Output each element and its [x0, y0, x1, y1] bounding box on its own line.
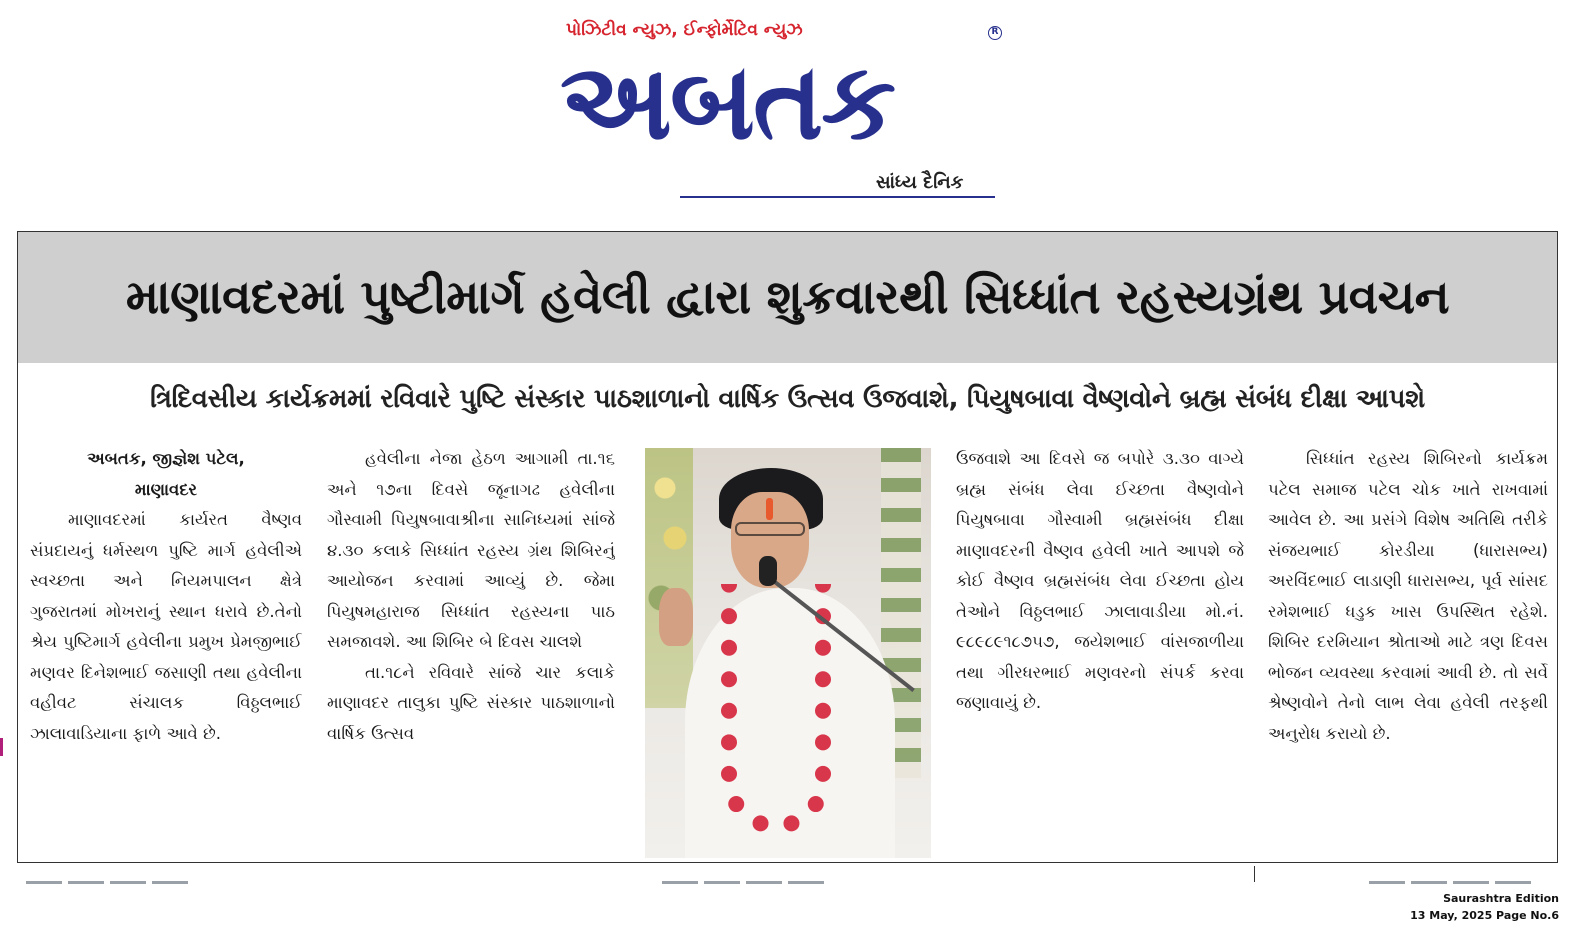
paragraph: સિધ્ધાંત રહસ્ય શિબિરનો કાર્યક્રમ પટેલ સમાજ પટેલ ચોક ખાતે રાખવામાં આવેલ છે. આ પ્રસંગે વિશેષ અતિથિ તરીકે સંજયભાઈ કોરડીયા (ધારાસભ્ય) અરવિંદભાઈ લાડાણી ધારાસભ્ય, પૂર્વ સાંસદ રમેશભાઈ ધડુક ખાસ ઉપસ્થિત રહેશે. શિબિર દરમિયાન શ્રોતાઓ માટે ત્રણ દિવસ ભોજન વ્યવસ્થા કરવામાં આવી છે. તો સર્વે શ્રેષ્ણવોને તેનો લાભ લેવા હવેલી તરફથી અનુરોધ કરાયો છે.: [1268, 449, 1548, 743]
registered-mark-icon: R: [988, 26, 1002, 40]
flower-garland: [721, 584, 831, 834]
article-column-2: [327, 444, 615, 749]
article-headline: માણાવદરમાં પુષ્ટીમાર્ગ હવેલી દ્વારા શુક્રવારથી સિધ્ધાંત રહસ્યગ્રંથ પ્રવચન: [125, 269, 1450, 325]
article-subheadline: ત્રિદિવસીય કાર્યક્રમમાં રવિવારે પુષ્ટિ સંસ્કાર પાઠશાળાનો વાર્ષિક ઉત્સવ ઉજવાશે, પિયુષબાવા વૈષ્ણવોને બ્રહ્મ સંબંધ દીક્ષા આપશે: [150, 383, 1425, 414]
masthead-divider: [680, 196, 995, 198]
print-registration-strip: [1369, 881, 1531, 884]
headline-bar: [18, 232, 1557, 363]
byline-author: અબતક, જીજ્ઞેશ પટેલ,: [87, 449, 245, 468]
masthead: [560, 14, 1010, 204]
print-registration-strip: [26, 881, 188, 884]
edition-date-page: 13 May, 2025 Page No.6: [1410, 909, 1559, 922]
masthead-subtitle: સાંધ્ય દૈનિક: [876, 172, 964, 193]
article-column-4: [1268, 444, 1548, 749]
edition-info: [1410, 890, 1559, 924]
article-photo: [645, 448, 931, 858]
article-column-1: [30, 444, 302, 749]
spectacles: [735, 522, 805, 536]
newspaper-logo: અબતક: [560, 40, 895, 163]
paragraph: ઉજવાશે આ દિવસે જ બપોરે ૩.૩૦ વાગ્યે બ્રહ્મ સંબંધ લેવા ઈચ્છતા વૈષ્ણવોને પિયુષબાવા ગૌસ્વામી બ્રહ્મસંબંધ દીક્ષા માણાવદરની વૈષ્ણવ હવેલી ખાતે આપશે જે કોઈ વૈષ્ણવ બ્રહ્મસંબંધ લેવા ઈચ્છતા હોય તેઓને વિઠ્ઠલભાઈ ઝાલાવાડીયા મો.નં. ૯૮૯૮૯૧૮૭૫૭, જયેશભાઈ વાંસજાળીયા તથા ગીરધરભાઈ મણવરનો સંપર્ક કરવા જણાવાયું છે.: [956, 449, 1244, 712]
subheadline-row: [18, 365, 1557, 433]
column-tick: [1254, 866, 1255, 882]
microphone-icon: [759, 556, 777, 586]
edition-name: Saurashtra Edition: [1443, 892, 1559, 905]
article-column-3: [956, 444, 1244, 719]
paragraph: હવેલીના નેજા હેઠળ આગામી તા.૧૬ અને ૧૭ના દિવસે જૂનાગઢ હવેલીના ગૌસ્વામી પિયુષબાવાશ્રીના સાનિધ્યમાં સાંજે ૪.૩૦ કલાકે સિધ્ધાંત રહસ્ય ગ્રંથ શિબિરનું આયોજન કરવામાં આવ્યું છે. જેમા પિયુષમહારાજ સિધ્ધાંત રહસ્યના પાઠ સમજાવશે. આ શિબિર બે દિવસ ચાલશે: [327, 449, 615, 651]
news-article: [17, 231, 1558, 863]
raised-hand: [659, 588, 693, 646]
paragraph: માણાવદરમાં કાર્યરત વૈષ્ણવ સંપ્રદાયનું ધર્મસ્થળ પુષ્ટિ માર્ગ હવેલીએ સ્વચ્છતા અને નિયમપાલન ક્ષેત્રે ગુજરાતમાં મોખરાનું સ્થાન ધરાવે છે.તેનો શ્રેય પુષ્ટિમાર્ગ હવેલીના પ્રમુખ પ્રેમજીભાઈ મણવર દિનેશભાઈ જસાણી તથા હવેલીના વહીવટ સંચાલક વિઠ્ઠલભાઈ ઝાલાવાડિયાના ફાળે આવે છે.: [30, 510, 302, 743]
paragraph: તા.૧૮ને રવિવારે સાંજે ચાર કલાકે માણાવદર તાલુકા પુષ્ટિ સંસ્કાર પાઠશાળાનો વાર્ષિક ઉત્સવ: [327, 662, 615, 743]
masthead-tagline: પોઝિટીવ ન્યુઝ, ઈન્ફોર્મેટિવ ન્યુઝ: [566, 20, 803, 40]
flower-decoration: [645, 448, 693, 708]
margin-mark: [0, 738, 3, 756]
byline-location: માણાવદર: [134, 479, 198, 499]
print-registration-strip: [662, 881, 824, 884]
tilak-mark: [766, 498, 773, 520]
